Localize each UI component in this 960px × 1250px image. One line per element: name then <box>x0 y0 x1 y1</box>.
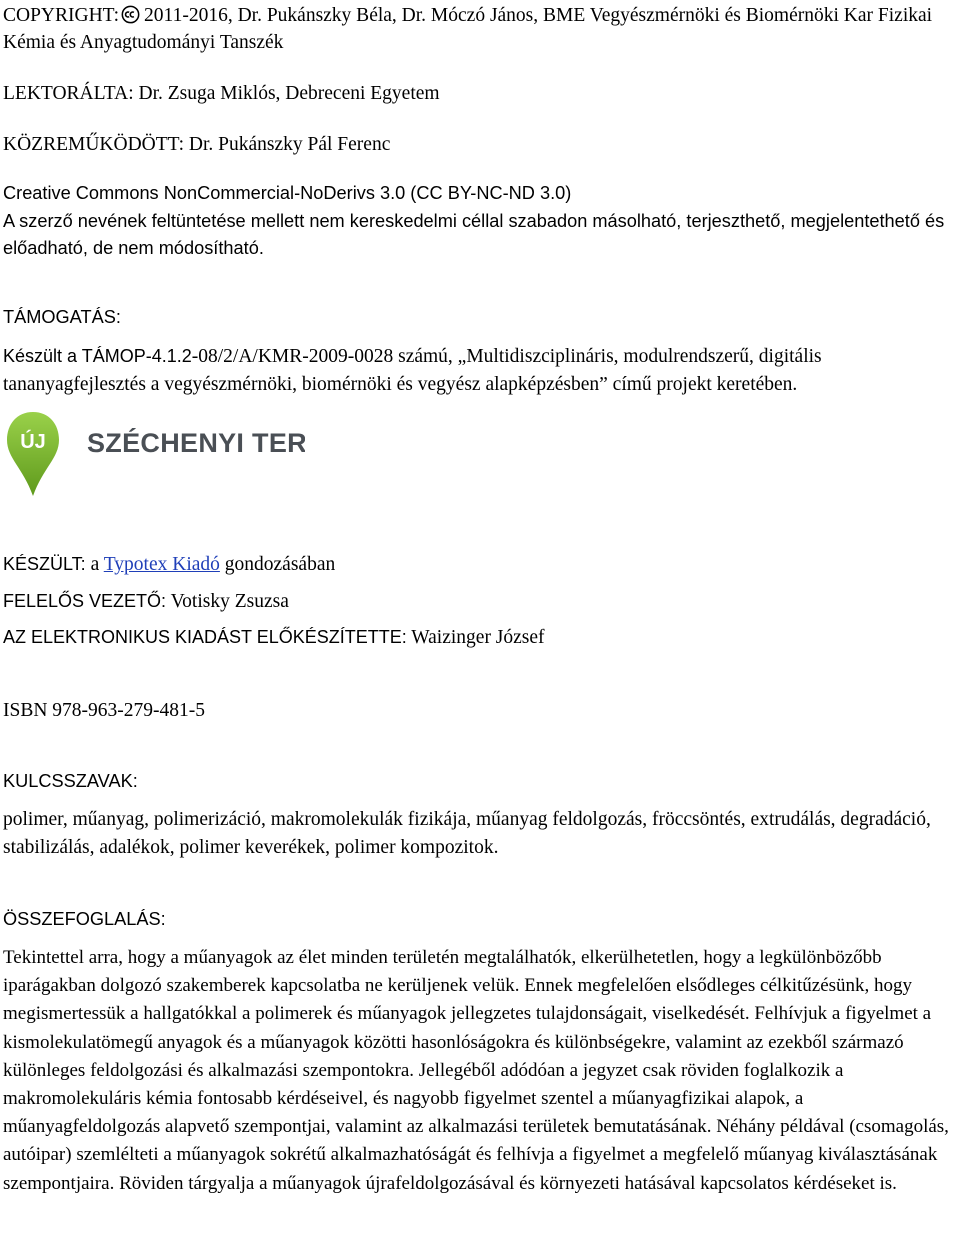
support-prefix: Készült a TÁMOP-4.1.2 <box>3 346 192 366</box>
manager-text: Votisky Zsuzsa <box>170 591 289 612</box>
contributor-label: KÖZREMŰKÖDÖTT: <box>3 134 185 155</box>
keywords-label: KULCSSZAVAK: <box>3 771 138 791</box>
copyright-label: COPYRIGHT: <box>3 5 120 26</box>
manager-label: FELELŐS VEZETŐ: <box>3 591 167 611</box>
reviewer-text: Dr. Zsuga Miklós, Debreceni Egyetem <box>138 83 440 104</box>
contributor-block <box>3 131 955 158</box>
license-text: A szerző nevének feltüntetése mellett nem kereskedelmi céllal szabadon másolható, terjeszthető, megjelentethető és előadható, de nem módosítható. <box>3 210 945 258</box>
summary-label: ÖSSZEFOGLALÁS: <box>3 909 166 929</box>
copyright-block <box>3 2 955 56</box>
reviewer-block <box>3 80 955 107</box>
electronic-edition-text: Waizinger József <box>411 627 545 648</box>
publisher-post: gondozásában <box>224 554 336 575</box>
contributor-text: Dr. Pukánszky Pál Ferenc <box>188 134 391 155</box>
support-text: -08/2/A/KMR-2009-0028 számú, „Multidiszciplináris, modulrendszerű, digitális tananyagfejlesztés a vegyészmérnöki, biomérnöki és vegyész alapképzésben” című projekt keretében. <box>3 346 822 395</box>
electronic-edition-label: AZ ELEKTRONIKUS KIADÁST ELŐKÉSZÍTETTE: <box>3 627 407 647</box>
license-block <box>3 180 955 263</box>
logo-text: SZÉCHENYI TERV <box>87 428 305 458</box>
isbn: ISBN 978-963-279-481-5 <box>3 700 206 721</box>
electronic-edition-block <box>3 624 955 651</box>
publisher-block <box>3 551 955 578</box>
support-text-block <box>3 342 955 399</box>
publisher-link[interactable]: Typotex Kiadó <box>103 554 220 575</box>
manager-block <box>3 588 955 615</box>
szechenyi-terv-logo <box>5 408 305 504</box>
publisher-label: KÉSZÜLT: <box>3 554 86 574</box>
support-label: TÁMOGATÁS: <box>3 307 121 327</box>
license-title: Creative Commons NonCommercial-NoDerivs 3.0 (CC BY-NC-ND 3.0) <box>3 183 572 203</box>
creative-commons-icon <box>121 5 140 24</box>
copyright-text: 2011-2016, Dr. Pukánszky Béla, Dr. Móczó János, BME Vegyészmérnöki és Biomérnöki Kar Fizikai Kémia és Anyagtudományi Tanszék <box>3 5 933 53</box>
keywords-text: polimer, műanyag, polimerizáció, makromolekulák fizikája, műanyag feldolgozás, fröccsöntés, extrudálás, degradáció, stabilizálás, adalékok, polimer keverékek, polimer kompozitok. <box>3 809 931 858</box>
summary-text: Tekintettel arra, hogy a műanyagok az élet minden területén megtalálhatók, elkerülhetetlen, hogy a legkülönbözőbb iparágakban dolgozó szakemberek kapcsolatba ne kerüljenek velük. Ennek megfelelően elsődleges célkitűzésünk, hogy megismertessük a hallgatókkal a polimerek és műanyagok jellegzetes tulajdonságait, viselkedését. Felhívjuk a figyelmet a kismolekulatömegű anyagok és a műanyagok közötti hasonlóságokra és különbségekre, valamint az ezekből származó különleges feldolgozási és alkalmazási szempontokra. Jellegéből adódóan a jegyzet csak röviden foglalkozik a makromolekuláris kémia fontosabb kérdéseivel, és nagyobb figyelmet szentel a műanyagfizikai alapok, a műanyagfeldolgozás alapvető szempontjai, valamint az alkalmazási területek bemutatásának. Néhány példával (csomagolás, autóipar) szemlélteti a műanyagok sokrétű alkalmazhatóságát és felhívja a figyelmet a megfelelő műanyag kiválasztásának szempontjaira. Röviden tárgyalja a műanyagok újrafeldolgozásával és környezeti hatásával kapcsolatos kérdéseket is. <box>3 947 949 1194</box>
reviewer-label: LEKTORÁLTA: <box>3 83 134 104</box>
publisher-pre: a <box>90 554 100 575</box>
szechenyi-terv-logo-graphic <box>5 408 305 504</box>
logo-badge-text: ÚJ <box>20 431 46 453</box>
